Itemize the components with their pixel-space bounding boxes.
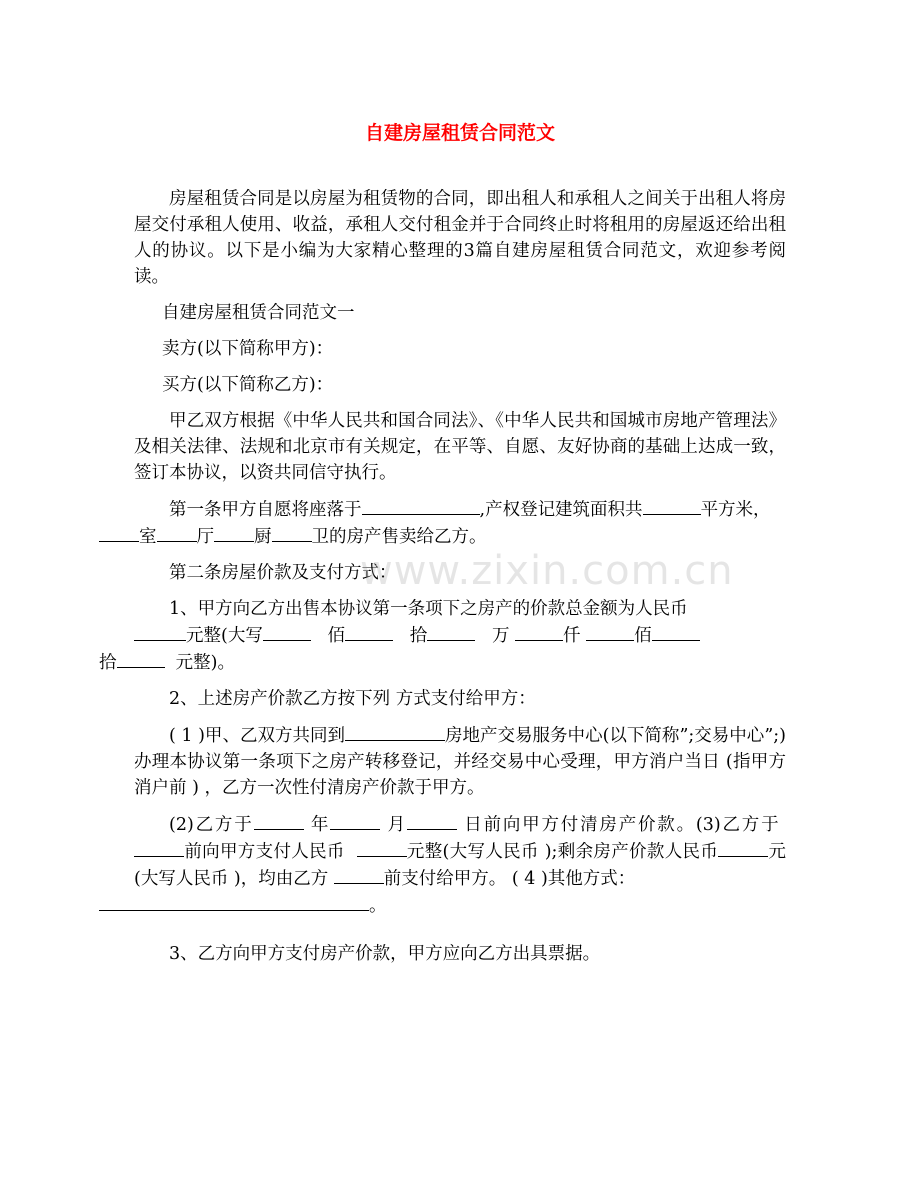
blank-area [643, 496, 701, 515]
item-1 [99, 596, 786, 676]
item-1-text-c: 佰 [327, 626, 346, 646]
article-1-text-c: 平方米， [700, 500, 771, 520]
intro-paragraph: 房屋租赁合同是以房屋为租赁物的合同，即出租人和承租人之间关于出租人将房屋交付承租人使用、收益，承租人交付租金并于合同终止时将租用的房屋返还给出租人的协议。以下是小编为大家精心整理的3篇自建房屋租赁合同范文，欢迎参考阅读。 [134, 189, 786, 287]
article-1-text-b: ,产权登记建筑面积共 [479, 500, 643, 520]
section-title: 自建房屋租赁合同范文一 [162, 303, 355, 323]
blank-baths [272, 523, 312, 542]
item-1-text-e: 万 [491, 626, 510, 646]
article-1 [134, 496, 786, 550]
blank-remaining [718, 838, 768, 857]
sub-item-2-text-g: 元(大写人民币 )，均由乙方 [134, 842, 786, 889]
item-1-text-i: 元整)。 [175, 653, 235, 673]
item-1-text-f: 仟 [563, 626, 581, 646]
blank-upper [263, 622, 311, 641]
blank-date3 [334, 865, 384, 884]
document-title: 自建房屋租赁合同范文 [364, 122, 555, 144]
blank-month [330, 811, 380, 830]
blank-center [345, 722, 445, 741]
blank-wan [515, 622, 563, 641]
blank-shi2 [117, 649, 165, 668]
sub-item-2-text-b: 年 [310, 815, 331, 835]
item-1-text-g: 佰 [634, 626, 652, 646]
blank-bai1 [345, 622, 393, 641]
blank-date2 [134, 838, 184, 857]
article-1-text-d: 室 [139, 527, 157, 547]
blank-amount2 [357, 838, 407, 857]
blank-bai2 [652, 622, 700, 641]
item-1-text-h: 拾 [99, 653, 117, 673]
blank-qian [586, 622, 634, 641]
article-1-text-g: 卫的房产售卖给乙方。 [311, 527, 487, 547]
sub-item-1 [134, 722, 786, 801]
sub-item-2-text-a: (2)乙方于 [169, 815, 254, 835]
blank-amount [134, 622, 186, 641]
item-1-text-b: 元整(大写 [186, 626, 263, 646]
blank-shi1 [427, 622, 475, 641]
item-2: 2、上述房产价款乙方按下列 方式支付给甲方： [169, 689, 536, 709]
blank-halls [157, 523, 197, 542]
blank-year [254, 811, 304, 830]
sub-item-2-text-e: 前向甲方支付人民币 [184, 842, 345, 862]
sub-item-2-text-f: 元整(大写人民币 );剩余房产价款人民币 [406, 842, 719, 862]
item-1-text-a: 1、甲方向乙方出售本协议第一条项下之房产的价款总金额为人民币 [169, 599, 688, 619]
sub-item-1-text-b: 房地产交易服务中心(以下简称”;交易中心”;)办理本协议第一条项下之房产转移登记，并经交易中心受理，甲方消户当日 (指甲方消户前 ) ，乙方一次性付清房产价款于甲方。 [134, 726, 786, 798]
sub-item-2-text-h: 前支付给甲方。 ( 4 )其他方式： [383, 869, 636, 889]
document-body [99, 186, 786, 977]
basis-paragraph: 甲乙双方根据《中华人民共和国合同法》、《中华人民共和国城市房地产管理法》及相关法律、法规和北京市有关规定，在平等、自愿、友好协商的基础上达成一致，签订本协议，以资共同信守执行。 [134, 411, 786, 483]
sub-item-2 [134, 811, 786, 919]
buyer-line: 买方(以下简称乙方)： [162, 375, 334, 395]
sub-item-2-text-c: 月 [387, 815, 407, 835]
sub-item-1-text-a: ( 1 )甲、乙双方共同到 [169, 726, 345, 746]
blank-kitchens [214, 523, 254, 542]
blank-location [362, 496, 480, 515]
watermark: www.zixin.com.cn [360, 548, 734, 594]
article-2-title: 第二条房屋价款及支付方式： [169, 563, 397, 583]
article-1-text-f: 厨 [254, 527, 272, 547]
item-1-text-d: 拾 [409, 626, 428, 646]
blank-day [407, 811, 457, 830]
sub-item-2-text-i: 。 [369, 896, 387, 916]
blank-other [99, 892, 369, 911]
item-3: 3、乙方向甲方支付房产价款，甲方应向乙方出具票据。 [169, 944, 601, 964]
article-1-text-e: 厅 [196, 527, 214, 547]
seller-line: 卖方(以下简称甲方)： [162, 339, 334, 359]
sub-item-2-text-d: 日前向甲方付清房产价款。(3)乙方于 [464, 815, 781, 835]
article-1-text-a: 第一条甲方自愿将座落于 [169, 500, 362, 520]
blank-rooms [99, 523, 139, 542]
